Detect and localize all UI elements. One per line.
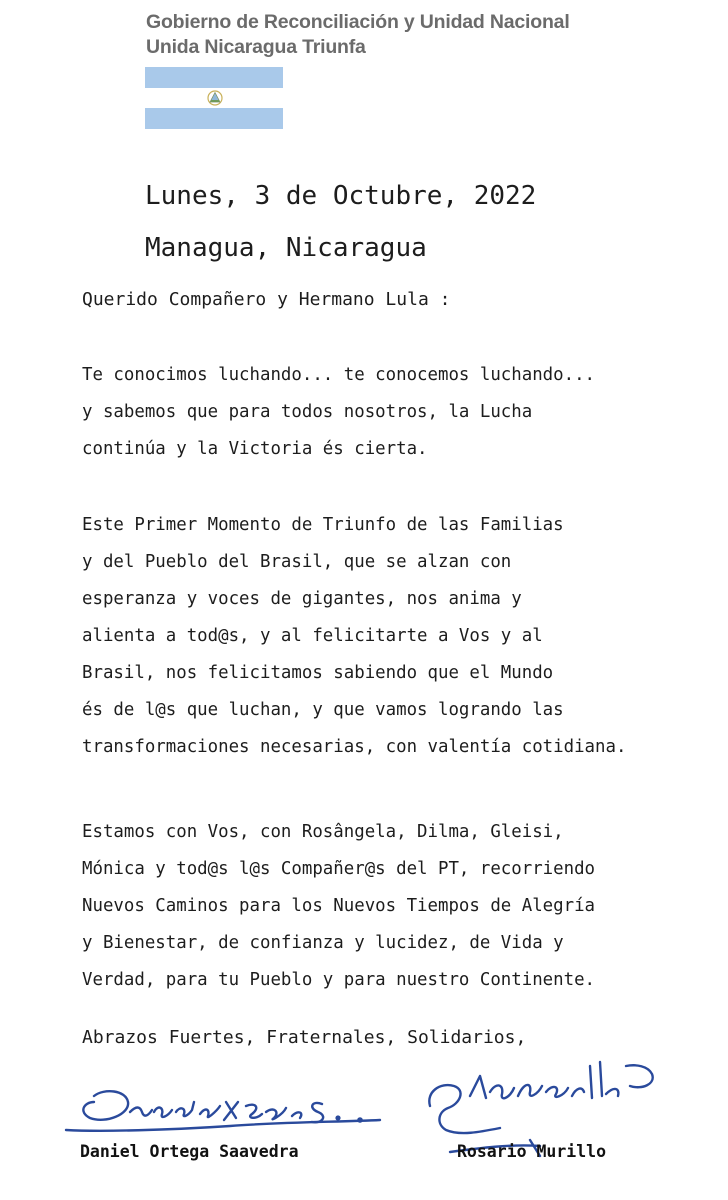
paragraph-line: Mónica y tod@s l@s Compañer@s del PT, recorriendo [82,859,596,879]
paragraph-line: y sabemos que para todos nosotros, la Lucha [82,402,533,422]
letter-greeting: Querido Compañero y Hermano Lula : [82,289,451,310]
paragraph-line: Nuevos Caminos para los Nuevos Tiempos de Alegría [82,896,596,916]
letterhead-slogan: Unida Nicaragua Triunfa [146,36,366,58]
letter-place: Managua, Nicaragua [145,233,427,263]
signatory-name-2: Rosario Murillo [457,1142,607,1161]
letter-date: Lunes, 3 de Octubre, 2022 [145,181,537,211]
paragraph-line: Estamos con Vos, con Rosângela, Dilma, Gleisi, [82,822,564,842]
paragraph-line: Verdad, para tu Pueblo y para nuestro Continente. [82,970,596,990]
paragraph-line: és de l@s que luchan, y que vamos logrando las [82,700,564,720]
handwritten-signature-ortega [60,1072,400,1142]
letter-closing: Abrazos Fuertes, Fraternales, Solidarios, [82,1027,527,1048]
flag-blue-stripe-top [145,67,283,88]
letter-paragraph-3 [82,814,595,999]
coat-of-arms-icon [205,88,225,108]
paragraph-line: y del Pueblo del Brasil, que se alzan con [82,552,512,572]
paragraph-line: transformaciones necesarias, con valentía cotidiana. [82,737,627,757]
letter-paragraph-2 [82,507,626,766]
letter-paragraph-1 [82,357,595,468]
nicaragua-flag-icon [145,67,283,129]
paragraph-line: Este Primer Momento de Triunfo de las Familias [82,515,564,535]
paragraph-line: y Bienestar, de confianza y lucidez, de Vida y [82,933,564,953]
letterhead [146,10,570,60]
paragraph-line: Brasil, nos felicitamos sabiendo que el Mundo [82,663,554,683]
paragraph-line: esperanza y voces de gigantes, nos anima y [82,589,522,609]
signatory-name-1: Daniel Ortega Saavedra [80,1142,299,1161]
flag-blue-stripe-bottom [145,108,283,129]
paragraph-line: alienta a tod@s, y al felicitarte a Vos y al [82,626,543,646]
paragraph-line: continúa y la Victoria és cierta. [82,439,428,459]
paragraph-line: Te conocimos luchando... te conocemos luchando... [82,365,596,385]
letterhead-government-name: Gobierno de Reconciliación y Unidad Nacional [146,11,570,33]
